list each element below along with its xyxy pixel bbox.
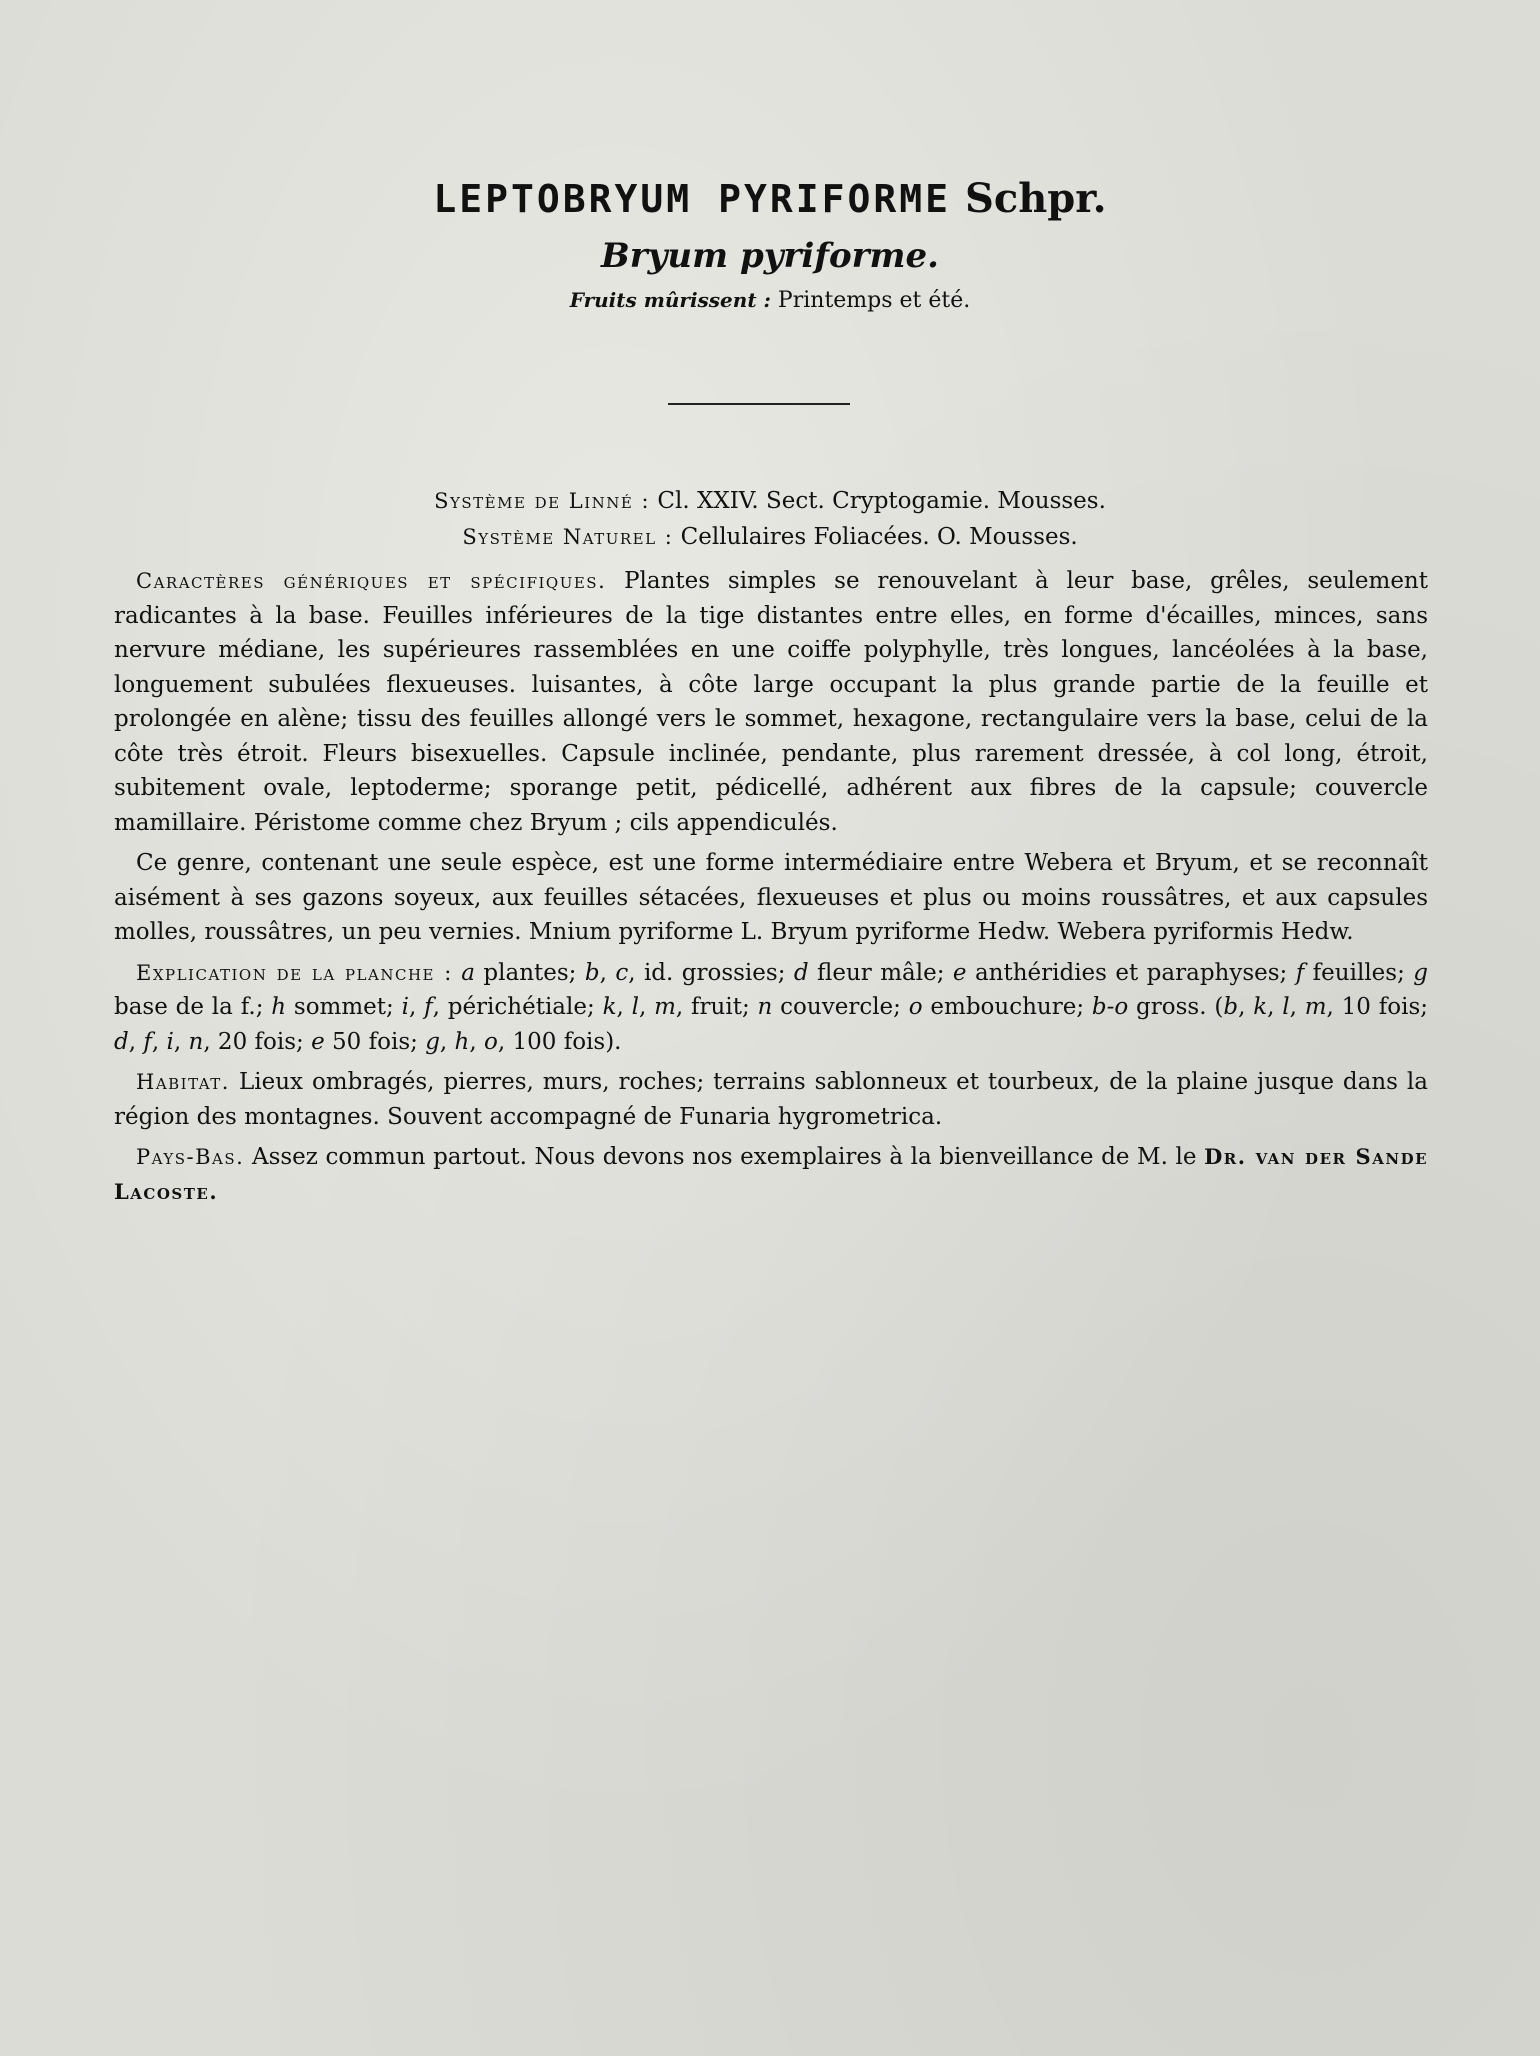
fig-letter: n xyxy=(188,1028,204,1055)
systeme-naturel-value: Cellulaires Foliacées. O. Mousses. xyxy=(680,524,1078,550)
page-title-line xyxy=(0,175,1540,222)
explication-label: Explication de la planche : xyxy=(136,960,453,985)
explication-paragraph xyxy=(114,956,1428,1060)
genre-paragraph xyxy=(114,846,1428,950)
fruiting-season xyxy=(0,288,1540,313)
fig-letter: b-o xyxy=(1091,994,1129,1020)
systeme-naturel-label: Système Naturel : xyxy=(462,525,674,549)
fig-letter: l xyxy=(1282,994,1290,1020)
systeme-naturel xyxy=(0,519,1540,555)
explication-text: sommet; xyxy=(286,994,402,1020)
explication-text: , 20 fois; xyxy=(203,1028,312,1055)
explication-text: , xyxy=(469,1028,484,1055)
explication-text: , xyxy=(638,994,655,1020)
fig-letter: c xyxy=(615,959,629,986)
genre-text: Ce genre, contenant une seule espèce, est une forme intermédiaire entre Webera et Bryum, et se reconnaît aisément à ses gazons soyeux, aux feuilles sétacées, flexueuses et plus ou moins roussâtres, et aux capsules molles, roussâtres, un peu vernies. Mnium pyriforme L. Bryum pyriforme Hedw. Webera pyriformis Hedw. xyxy=(114,850,1428,945)
classification-systems xyxy=(0,483,1540,555)
explication-text: feuilles; xyxy=(1304,959,1414,986)
characters-text: Plantes simples se renouvelant à leur base, grêles, seulement radicantes à la base. Feuilles inférieures de la tige distantes entre elles, en forme d'écailles, minces, sans nervure médiane, les supérieures rassemblées en une coiffe polyphylle, très longues, lancéolées à la base, longuement subulées flexueuses. luisantes, à côte large occupant la plus grande partie de la feuille et prolongée en alène; tissu des feuilles allongé vers le sommet, hexagone, rectangulaire vers la base, celui de la côte très étroit. Fleurs bisexuelles. Capsule inclinée, pendante, plus rarement dressée, à col long, étroit, subitement ovale, leptoderme; sporange petit, pédicellé, adhérent aux fibres de la capsule; couvercle mamillaire. Péristome comme chez Bryum ; cils appendiculés. xyxy=(114,568,1428,836)
explication-text: plantes; xyxy=(475,959,585,986)
explication-text: , id. grossies; xyxy=(628,959,794,986)
synonym: Bryum pyriforme. xyxy=(601,236,939,276)
title-block xyxy=(0,175,1540,313)
explication-text: , xyxy=(128,1028,144,1055)
systeme-linne-value: Cl. XXIV. Sect. Cryptogamie. Mousses. xyxy=(657,488,1106,514)
fig-letter: m xyxy=(654,994,676,1020)
systeme-linne xyxy=(0,483,1540,519)
fig-letter: k xyxy=(602,994,617,1020)
explication-text: gross. ( xyxy=(1128,994,1224,1020)
fig-letter: k xyxy=(1253,994,1268,1020)
explication-text: couvercle; xyxy=(772,994,909,1020)
pays-bas-label: Pays-Bas. xyxy=(136,1145,245,1169)
title-divider xyxy=(668,403,850,405)
fig-letter: o xyxy=(908,994,923,1020)
fig-letter: b xyxy=(584,959,600,986)
fig-letter: d xyxy=(793,959,809,986)
explication-text: , xyxy=(1267,994,1283,1020)
characters-label: Caractères génériques et spécifiques. xyxy=(136,569,607,593)
explication-text: , 10 fois; xyxy=(1326,994,1429,1020)
fig-letter: f xyxy=(424,994,433,1020)
explication-text: , xyxy=(1238,994,1254,1020)
title-author: Schpr. xyxy=(964,175,1107,222)
explication-text: , xyxy=(408,994,425,1020)
explication-text: , 100 fois). xyxy=(497,1028,622,1055)
fruits-label: Fruits mûrissent : xyxy=(569,288,771,312)
fig-letter: i xyxy=(166,1028,174,1055)
explication-text: fleur mâle; xyxy=(808,959,953,986)
fig-letter: g xyxy=(1413,959,1428,986)
fig-letter: h xyxy=(271,994,287,1020)
explication-text: 50 fois; xyxy=(324,1028,426,1055)
fig-letter: o xyxy=(484,1028,498,1055)
pays-bas-paragraph xyxy=(114,1140,1428,1209)
explication-text: , fruit; xyxy=(675,994,758,1020)
fig-letter: f xyxy=(1295,959,1305,986)
explication-text: , xyxy=(1289,994,1305,1020)
fig-letter: f xyxy=(143,1028,152,1055)
fig-letter: d xyxy=(114,1028,129,1055)
explication-text: embouchure; xyxy=(922,994,1092,1020)
fig-letter: b xyxy=(1223,994,1239,1020)
explication-text: base de la f.; xyxy=(114,994,272,1020)
characters-paragraph xyxy=(114,564,1428,840)
fig-letter: g xyxy=(425,1028,440,1055)
fruits-value: Printemps et été. xyxy=(777,288,971,313)
explication-text: , xyxy=(173,1028,189,1055)
explication-text: , xyxy=(151,1028,167,1055)
habitat-label: Habitat. xyxy=(136,1070,230,1094)
page-title: LEPTOBRYUM PYRIFORME xyxy=(433,177,951,221)
description-body xyxy=(114,564,1428,1215)
explication-text: , périchétiale; xyxy=(432,994,603,1020)
fig-letter: e xyxy=(311,1028,325,1055)
explication-text: anthéridies et paraphyses; xyxy=(966,959,1296,986)
fig-letter: n xyxy=(757,994,773,1020)
explication-text: , xyxy=(616,994,632,1020)
fig-letter: e xyxy=(952,959,967,986)
fig-letter: l xyxy=(631,994,639,1020)
fig-letter: i xyxy=(401,994,409,1020)
explication-text: , xyxy=(599,959,616,986)
systeme-linne-label: Système de Linné : xyxy=(434,489,651,513)
fig-letter: h xyxy=(454,1028,470,1055)
fig-letter: a xyxy=(461,959,475,986)
habitat-text: Lieux ombragés, pierres, murs, roches; terrains sablonneux et tourbeux, de la plaine jusque dans la région des montagnes. Souvent accompagné de Funaria hygrometrica. xyxy=(114,1069,1428,1130)
fig-letter: m xyxy=(1304,994,1327,1020)
pays-bas-name: Dr. van der Sande Lacoste. xyxy=(114,1144,1429,1204)
pays-bas-text: Assez commun partout. Nous devons nos exemplaires à la bienveillance de M. le xyxy=(251,1144,1197,1170)
explication-text: , xyxy=(439,1028,455,1055)
habitat-paragraph xyxy=(114,1065,1428,1134)
